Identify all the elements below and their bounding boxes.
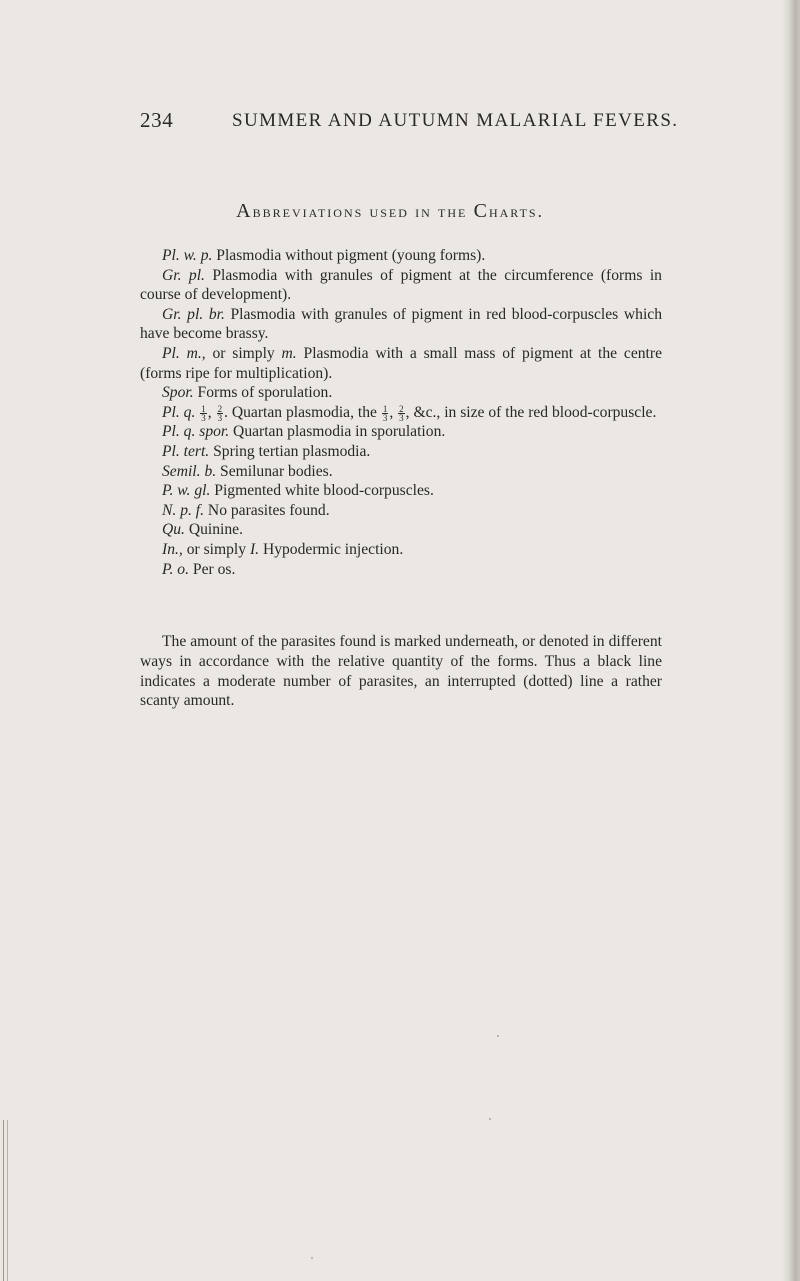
section-title-initial-1: A: [236, 200, 253, 222]
fraction: [398, 405, 405, 422]
body-paragraph: The amount of the parasites found is marked underneath, or denoted in different ways in accordance with the relative quantity of the forms. Thus a black line indicates a moderate number of parasites, an interrupted (dotted) line a rather scanty amount.: [140, 633, 662, 710]
abbreviation-term: Gr. pl.: [162, 266, 205, 284]
abbreviation-term: Pl. m.,: [162, 344, 206, 362]
paper-speck: [497, 1035, 499, 1037]
abbreviation-definition: Plasmodia without pigment (young forms).: [212, 247, 486, 264]
page-binding-shadow: [782, 0, 800, 1281]
paper-speck: [311, 1257, 313, 1259]
fraction: [200, 405, 207, 422]
abbreviation-definition: Quartan plasmodia, the: [227, 403, 381, 421]
fraction: [382, 405, 389, 422]
abbreviation-definition: Plasmodia with granules of pigment at the circumference (forms in course of development).: [140, 266, 662, 304]
abbreviation-entry: [140, 520, 662, 540]
abbreviation-term: P. o.: [162, 560, 190, 578]
fraction-numerator: 2: [217, 403, 223, 414]
paper-speck: [489, 1118, 491, 1120]
fraction-numerator: 1: [382, 403, 388, 414]
abbreviation-term: N. p. f.: [162, 501, 205, 519]
abbreviation-term: Gr. pl. br.: [162, 305, 225, 323]
abbreviation-definition: No parasites found.: [204, 501, 330, 519]
fraction-denominator: 3: [399, 412, 404, 423]
abbreviation-entry: [140, 481, 662, 501]
abbreviation-definition: Per os.: [189, 560, 236, 578]
abbreviation-entry: [140, 305, 662, 344]
abbreviation-list: [140, 246, 662, 579]
abbreviation-definition-cont: &c., in size of the red blood-corpuscle.: [409, 403, 657, 421]
abbreviation-definition: Plasmodia with granules of pigment in red blood-corpuscles which have become brassy.: [140, 305, 662, 343]
abbreviation-entry: [140, 422, 662, 442]
running-header: [140, 108, 679, 138]
abbreviation-definition: Semilunar bodies.: [216, 462, 333, 480]
abbreviation-entry: [140, 560, 662, 580]
abbreviation-term: In.,: [162, 540, 183, 558]
abbreviation-definition-cont: Plasmodia with a small mass of pigment at the centre (forms ripe for multiplication).: [140, 344, 662, 382]
abbreviation-entry: [140, 462, 662, 482]
abbreviation-term: P. w. gl.: [162, 482, 211, 500]
fraction-denominator: 3: [201, 412, 206, 423]
abbreviation-entry: [140, 540, 662, 560]
abbreviation-term: Pl. tert.: [162, 442, 210, 460]
abbreviation-definition: Quartan plasmodia in sporulation.: [229, 423, 446, 441]
abbreviation-entry: [140, 442, 662, 462]
running-title: SUMMER AND AUTUMN MALARIAL FEVERS.: [232, 110, 679, 131]
abbreviation-definition: or simply: [182, 540, 250, 558]
fraction: [217, 405, 224, 422]
abbreviation-definition: Pigmented white blood-corpuscles.: [210, 482, 434, 500]
section-title-part-2: harts.: [488, 202, 544, 221]
abbreviation-term-alt: I.: [249, 540, 260, 558]
abbreviation-term: Spor.: [162, 384, 194, 402]
abbreviation-entry: [140, 266, 662, 305]
abbreviation-entry: [140, 246, 662, 266]
fraction-denominator: 3: [382, 412, 388, 423]
abbreviation-term: Pl. q.: [162, 403, 196, 421]
abbreviation-term: Semil. b.: [162, 462, 217, 480]
section-title-initial-2: C: [473, 200, 489, 222]
abbreviation-term: Qu.: [162, 521, 185, 539]
page-number: 234: [140, 108, 174, 132]
fraction-numerator: 1: [201, 403, 206, 414]
section-title: [140, 200, 640, 223]
abbreviation-definition: Spring tertian plasmodia.: [209, 442, 371, 460]
abbreviation-definition: Forms of sporulation.: [193, 384, 333, 402]
abbreviation-term-alt: m.: [281, 344, 297, 362]
abbreviation-definition: or simply: [205, 344, 282, 362]
section-title-part-1: bbreviations used in the: [252, 202, 474, 221]
fraction-numerator: 2: [399, 403, 404, 414]
abbreviation-entry: [140, 344, 662, 383]
abbreviation-definition-cont: Hypodermic injection.: [259, 540, 404, 558]
abbreviation-entry: [140, 501, 662, 521]
abbreviation-entry: [140, 383, 662, 403]
page-edge-lines: [3, 1120, 8, 1281]
abbreviation-term: Pl. q. spor.: [162, 423, 230, 441]
abbreviation-term: Pl. w. p.: [162, 247, 213, 264]
fraction-denominator: 3: [217, 412, 223, 423]
abbreviation-definition: Quinine.: [184, 521, 244, 539]
abbreviation-entry: Pl. q. $\frac{1}{3}$ , $\frac{2}{3}$ . Quartan plasmodia, the $\frac{1}{3}$ , $\frac{2}{3}$ , &c., in size of the red blood-corpuscle.: [162, 403, 657, 423]
